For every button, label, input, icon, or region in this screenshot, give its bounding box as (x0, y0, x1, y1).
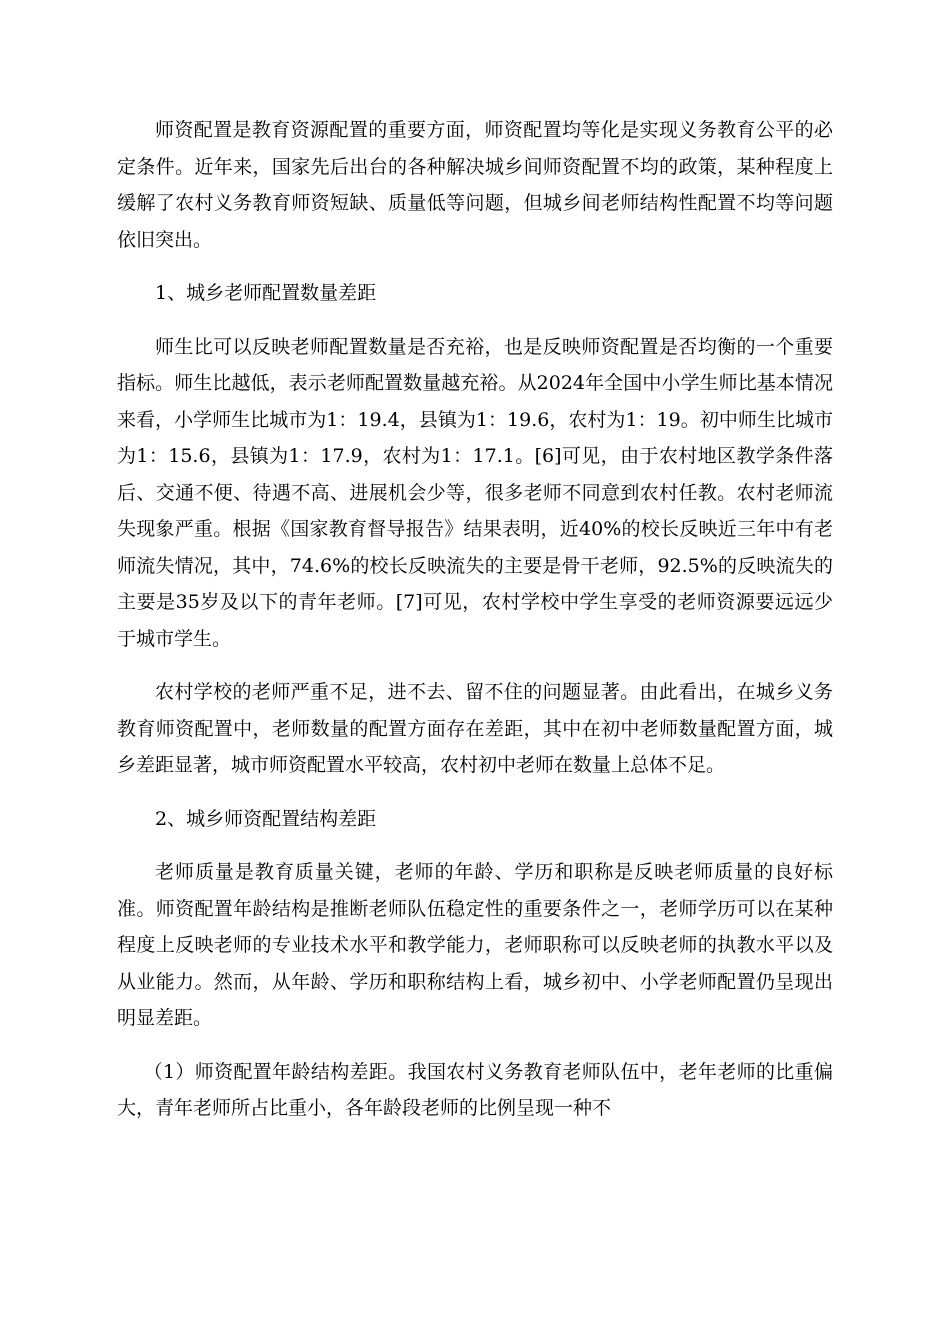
section-heading-1: 1、城乡老师配置数量差距 (155, 282, 377, 304)
paragraph-rural-shortage: 农村学校的老师严重不足，进不去、留不住的问题显著。由此看出，在城乡义务教育师资配置中，老师数量的配置方面存在差距，其中在初中老师数量配置方面，城乡差距显著，城市师资配置水平较高，农村初中老师在数量上总体不足。 (117, 681, 833, 776)
section-heading-2: 2、城乡师资配置结构差距 (155, 807, 377, 830)
paragraph-teacher-ratio: 师生比可以反映老师配置数量是否充裕，也是反映师资配置是否均衡的一个重要指标。师生比越低，表示老师配置数量越充裕。从2024年全国中小学生师比基本情况来看，小学师生比城市为1：19.4，县镇为1：19.6，农村为1：19。初中师生比城市为1：15.6，县镇为1：17.9，农村为1：17.1。[6]可见，由于农村地区教学条件落后、交通不便、待遇不高、进展机会少等，很多老师不同意到农村任教。农村老师流失现象严重。根据《国家教育督导报告》结果表明，近40%的校长反映近三年中有老师流失情况，其中，74.6%的校长反映流失的主要是骨干老师，92.5%的反映流失的主要是35岁及以下的青年老师。[7]可见，农村学校中学生享受的老师资源要远远少于城市学生。 (117, 335, 833, 650)
intro-paragraph: 师资配置是教育资源配置的重要方面，师资配置均等化是实现义务教育公平的必定条件。近年来，国家先后出台的各种解决城乡间师资配置不均的政策，某种程度上缓解了农村义务教育师资短缺、质量低等问题，但城乡间老师结构性配置不均等问题依旧突出。 (117, 119, 833, 251)
paragraph-age-structure: （1）师资配置年龄结构差距。我国农村义务教育老师队伍中，老年老师的比重偏大，青年老师所占比重小，各年龄段老师的比例呈现一种不 (117, 1060, 833, 1119)
paragraph-teacher-quality: 老师质量是教育质量关键，老师的年龄、学历和职称是反映老师质量的良好标准。师资配置年龄结构是推断老师队伍稳定性的重要条件之一，老师学历可以在某种程度上反映老师的专业技术水平和教学能力，老师职称可以反映老师的执教水平以及从业能力。然而，从年龄、学历和职称结构上看，城乡初中、小学老师配置仍呈现出明显差距。 (117, 861, 833, 1029)
document-page (117, 112, 833, 1127)
